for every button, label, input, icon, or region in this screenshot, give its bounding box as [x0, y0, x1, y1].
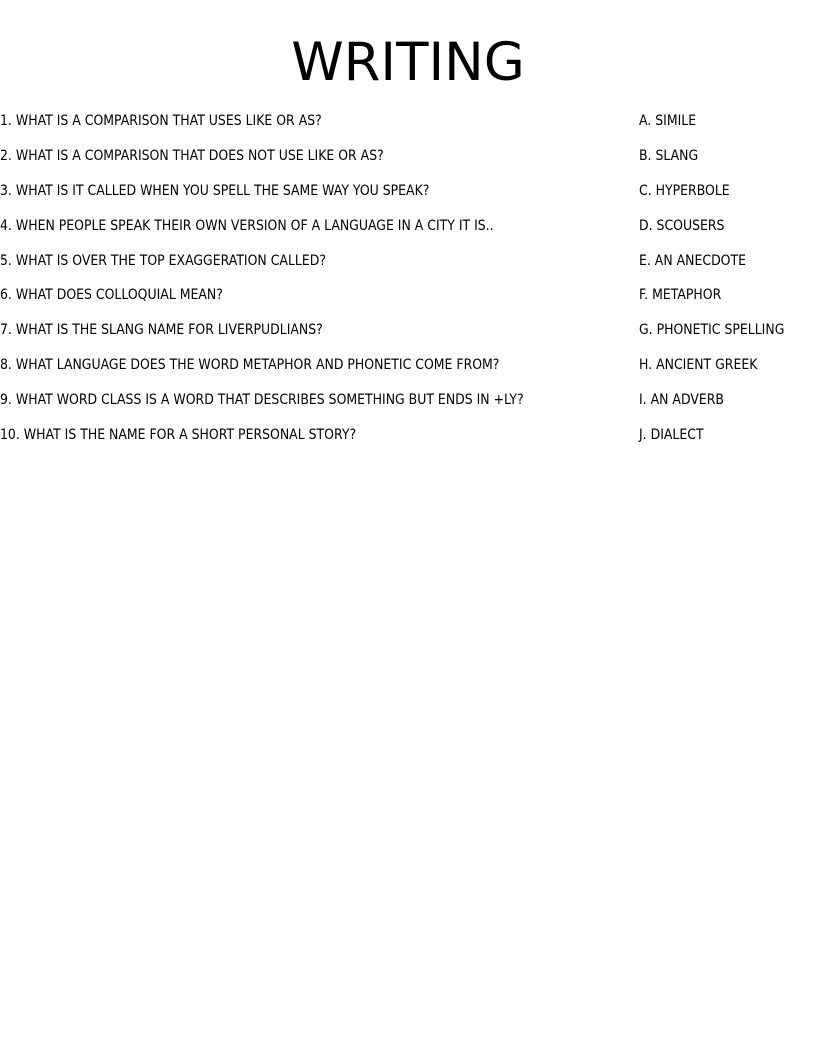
answer-c: C. HYPERBOLE — [639, 182, 730, 199]
list-item-10 — [0, 425, 816, 460]
question-3: 3. WHAT IS IT CALLED WHEN YOU SPELL THE SAME WAY YOU SPEAK? — [0, 182, 430, 199]
question-2: 2. WHAT IS A COMPARISON THAT DOES NOT USE LIKE OR AS? — [0, 147, 384, 164]
question-4: 4. WHEN PEOPLE SPEAK THEIR OWN VERSION OF A LANGUAGE IN A CITY IT IS.. — [0, 217, 494, 234]
matching-list — [0, 111, 816, 460]
page-title: WRITING — [291, 32, 525, 93]
answer-d: D. SCOUSERS — [639, 217, 725, 234]
question-1: 1. WHAT IS A COMPARISON THAT USES LIKE OR AS? — [0, 113, 322, 129]
list-item-9 — [0, 390, 816, 425]
question-8: 8. WHAT LANGUAGE DOES THE WORD METAPHOR AND PHONETIC COME FROM? — [0, 357, 500, 374]
answer-a: A. SIMILE — [639, 113, 697, 129]
list-item-8 — [0, 355, 816, 390]
answer-f: F. METAPHOR — [639, 287, 722, 304]
question-9: 9. WHAT WORD CLASS IS A WORD THAT DESCRIBES SOMETHING BUT ENDS IN +LY? — [0, 392, 524, 409]
question-6: 6. WHAT DOES COLLOQUIAL MEAN? — [0, 287, 223, 304]
question-5: 5. WHAT IS OVER THE TOP EXAGGERATION CALLED? — [0, 252, 326, 269]
list-item-2 — [0, 146, 816, 181]
list-item-1 — [0, 111, 816, 146]
list-item-4 — [0, 216, 816, 251]
question-10: 10. WHAT IS THE NAME FOR A SHORT PERSONAL STORY? — [0, 427, 357, 444]
question-7: 7. WHAT IS THE SLANG NAME FOR LIVERPUDLIANS? — [0, 322, 323, 339]
answer-j: J. DIALECT — [639, 427, 704, 444]
list-item-7 — [0, 320, 816, 355]
answer-g: G. PHONETIC SPELLING — [639, 322, 785, 339]
answer-e: E. AN ANECDOTE — [639, 252, 746, 269]
list-item-3 — [0, 181, 816, 216]
answer-i: I. AN ADVERB — [639, 392, 724, 409]
list-item-5 — [0, 251, 816, 286]
answer-h: H. ANCIENT GREEK — [639, 357, 758, 374]
answer-b: B. SLANG — [639, 147, 699, 164]
list-item-6 — [0, 285, 816, 320]
